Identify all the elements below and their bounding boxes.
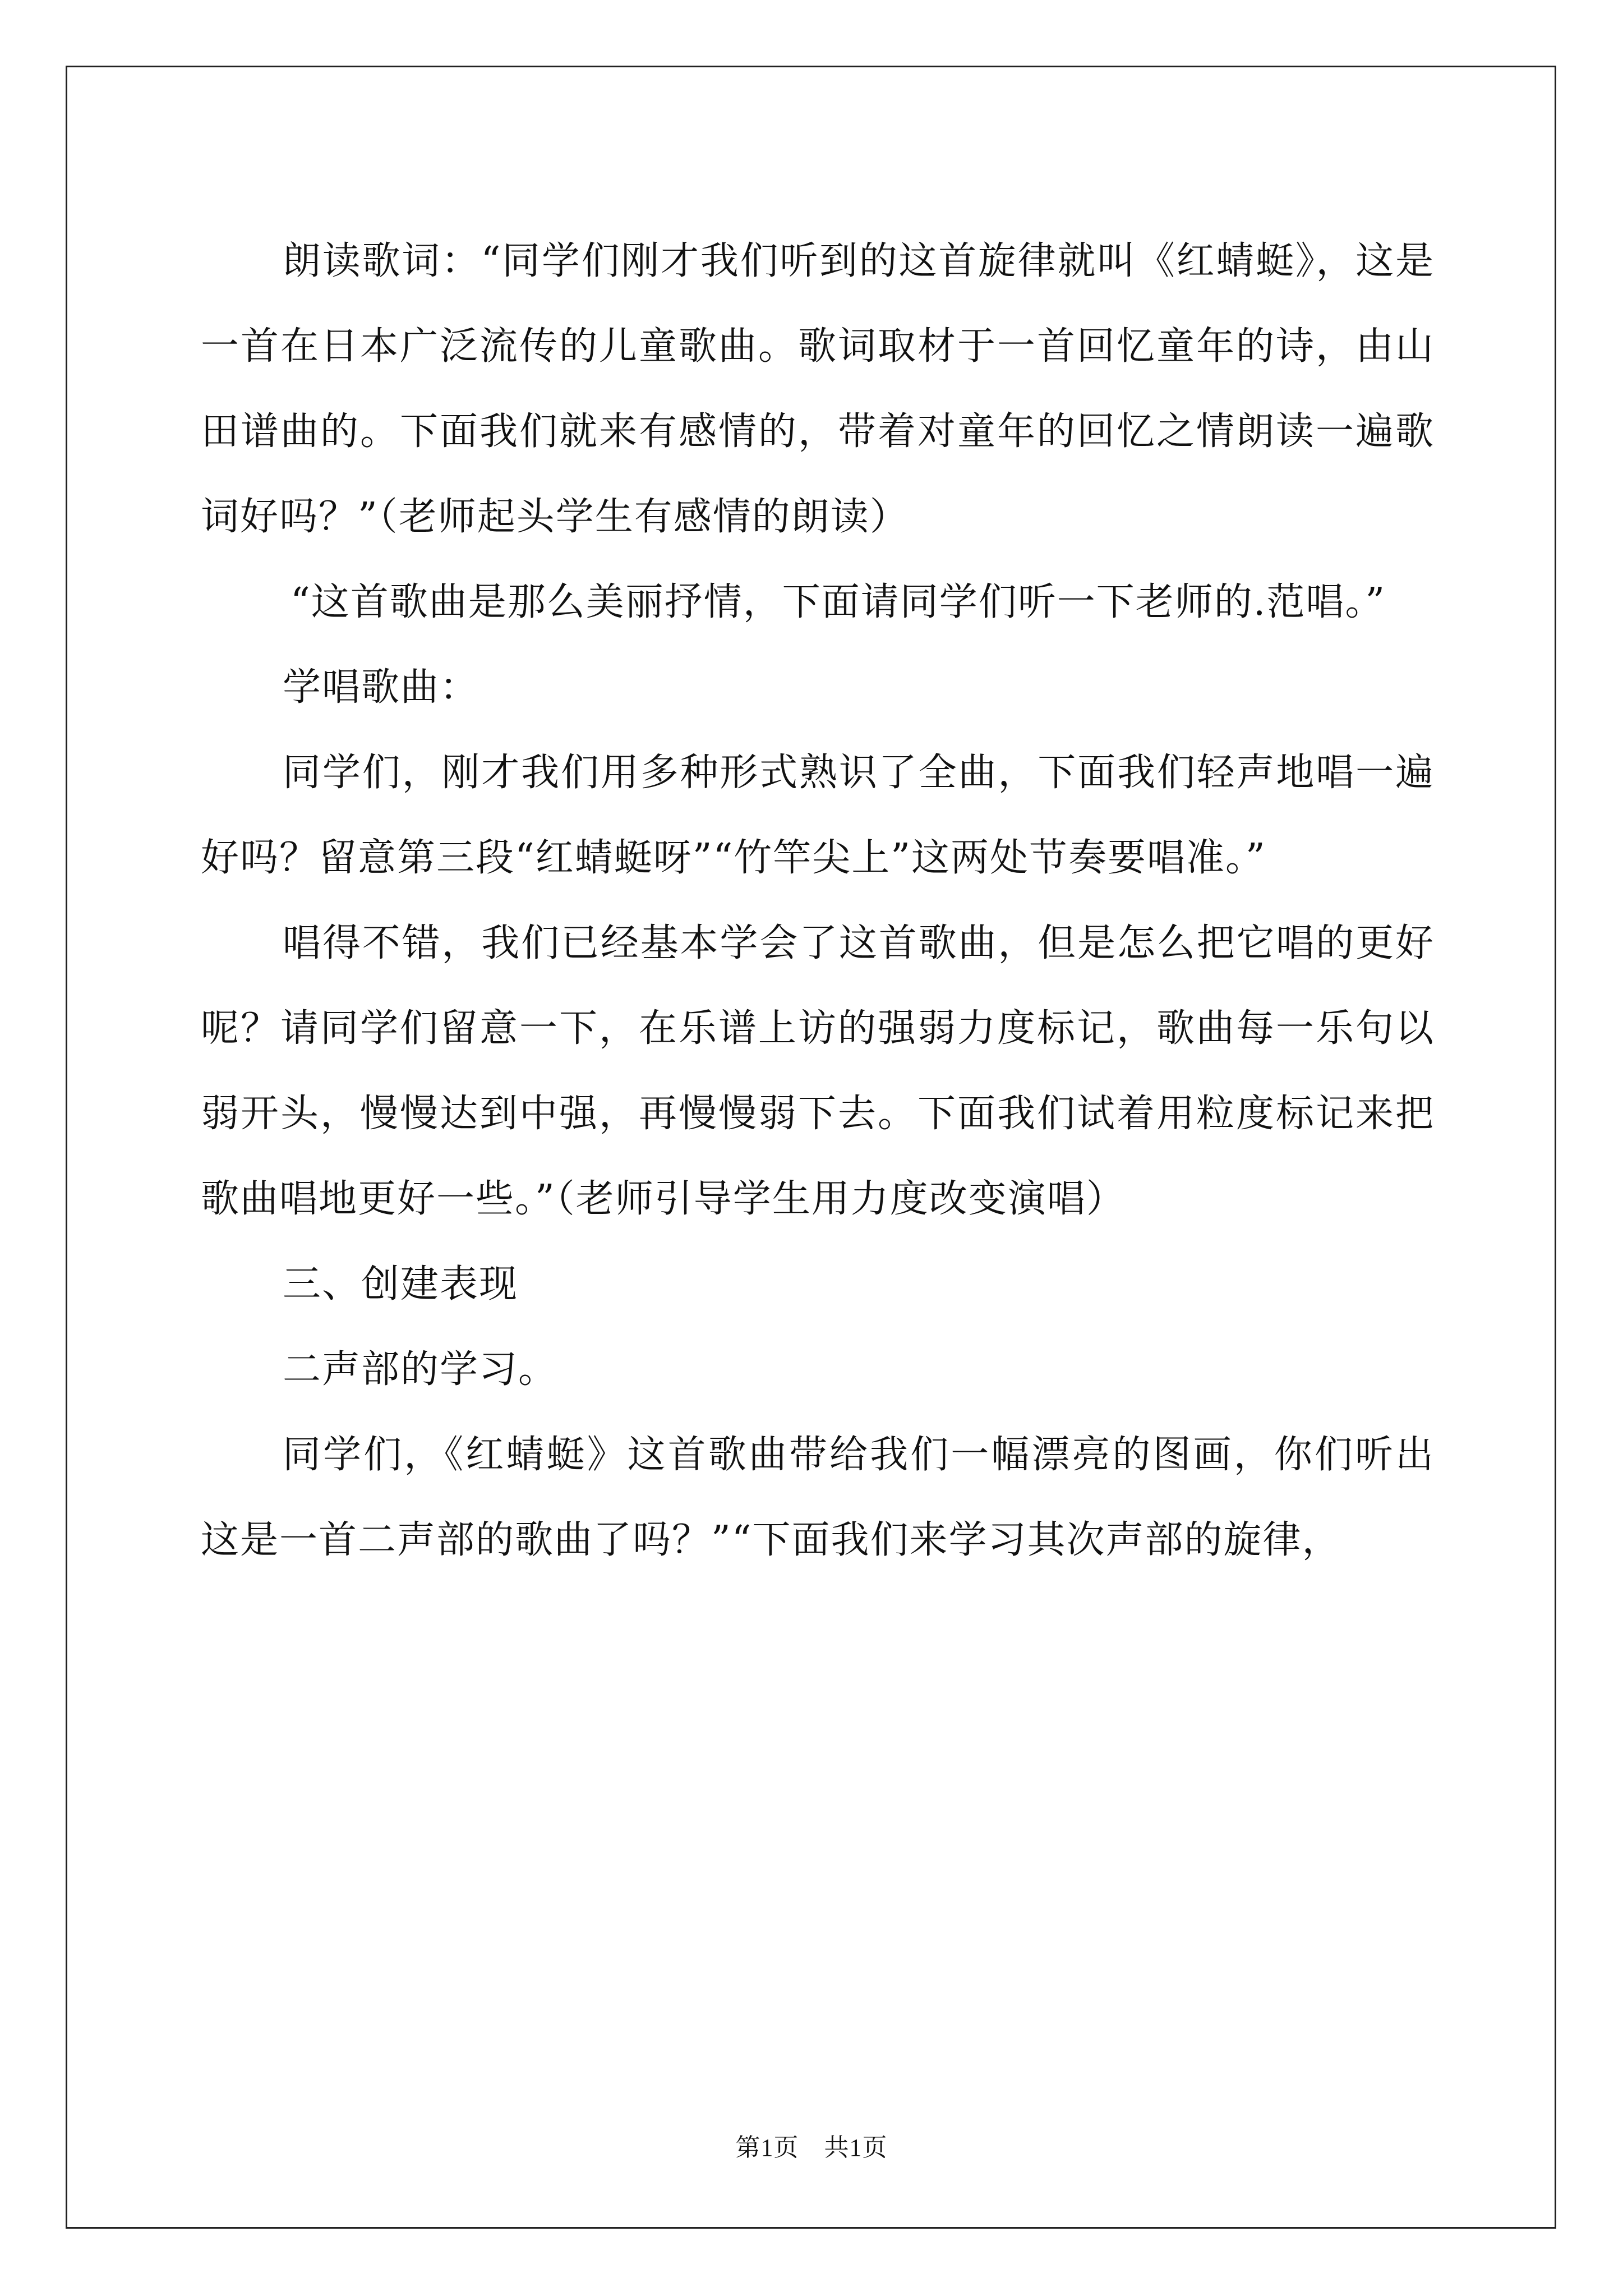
paragraph-dynamics: 唱得不错，我们已经基本学会了这首歌曲，但是怎么把它唱的更好呢？请同学们留意一下，在乐谱上访的强弱力度标记，歌曲每一乐句以弱开头，慢慢达到中强，再慢慢弱下去。下面我们试着用粒度标记来把歌曲唱地更好一些。”（老师引导学生用力度改变演唱） bbox=[201, 921, 1435, 1221]
paragraph-two-part-study: 二声部的学习。 bbox=[283, 1347, 558, 1392]
document-body bbox=[201, 219, 1435, 1583]
paragraph-second-voice: 同学们，《红蜻蜓》这首歌曲带给我们一幅漂亮的图画，你们听出这是一首二声部的歌曲了吗？”“下面我们来学习其次声部的旋律， bbox=[201, 1433, 1435, 1562]
paragraph-sing-once: 同学们，刚才我们用多种形式熟识了全曲，下面我们轻声地唱一遍好吗？留意第三段“红蜻蜓呀”“竹竿尖上”这两处节奏要唱准。” bbox=[201, 751, 1435, 880]
paragraph-teacher-demo: “这首歌曲是那么美丽抒情，下面请同学们听一下老师的.范唱。” bbox=[291, 580, 1386, 624]
page-footer: 第1页 共1页 bbox=[735, 2134, 888, 2161]
paragraph-lyrics-reading: 朗读歌词：“同学们刚才我们听到的这首旋律就叫《红蜻蜓》，这是一首在日本广泛流传的儿童歌曲。歌词取材于一首回忆童年的诗，由山田谱曲的。下面我们就来有感情的，带着对童年的回忆之情朗读一遍歌词好吗？”（老师起头学生有感情的朗读） bbox=[201, 239, 1435, 539]
paragraph-learn-song-heading: 学唱歌曲： bbox=[283, 665, 479, 710]
section-heading-create-perform: 三、创建表现 bbox=[283, 1262, 519, 1306]
